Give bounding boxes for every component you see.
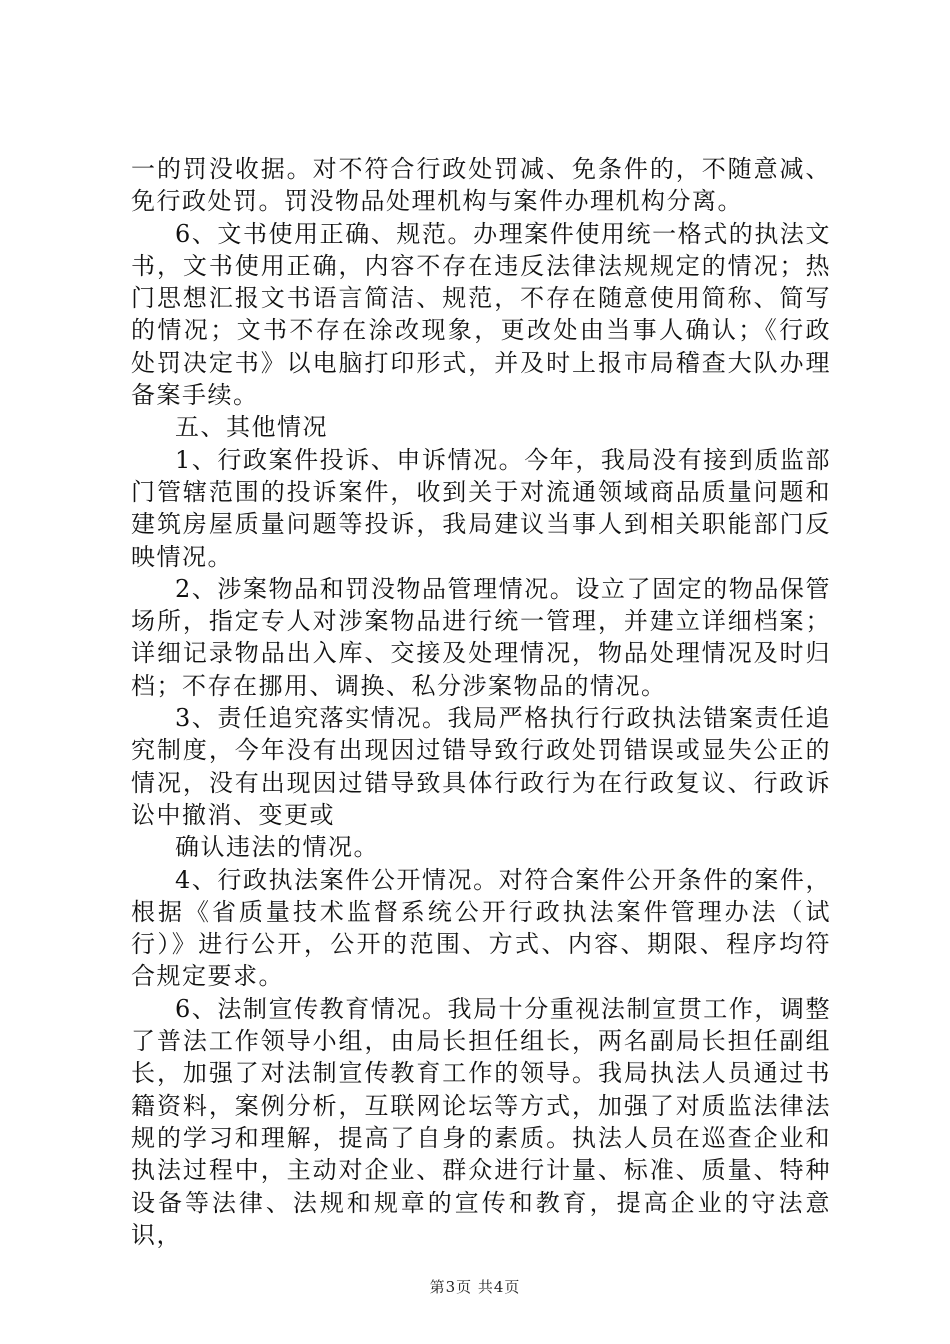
- paragraph: 6、法制宣传教育情况。我局十分重视法制宣贯工作，调整了普法工作领导小组，由局长担任组长，两名副局长担任副组长，加强了对法制宣传教育工作的领导。我局执法人员通过书籍资料，案例分析，互联网论坛等方式，加强了对质监法律法规的学习和理解，提高了自身的素质。执法人员在巡查企业和执法过程中，主动对企业、群众进行计量、标准、质量、特种设备等法律、法规和规章的宣传和教育，提高企业的守法意识，: [131, 994, 831, 1249]
- section-heading: 五、其他情况: [175, 413, 328, 442]
- paragraph: 6、文书使用正确、规范。办理案件使用统一格式的执法文书，文书使用正确，内容不存在违反法律法规规定的情况；热门思想汇报文书语言简洁、规范，不存在随意使用简称、简写的情况；文书不存在涂改现象，更改处由当事人确认；《行政处罚决定书》以电脑打印形式，并及时上报市局稽查大队办理备案手续。: [131, 219, 831, 410]
- document-body: [131, 153, 831, 1251]
- page-number-footer: 第3页 共4页: [429, 1278, 521, 1296]
- paragraph: 确认违法的情况。: [175, 833, 379, 862]
- paragraph: 3、责任追究落实情况。我局严格执行行政执法错案责任追究制度，今年没有出现因过错导致行政处罚错误或显失公正的情况，没有出现因过错导致具体行政行为在行政复议、行政诉讼中撤消、变更或: [131, 704, 831, 829]
- paragraph: 1、行政案件投诉、申诉情况。今年，我局没有接到质监部门管辖范围的投诉案件，收到关于对流通领域商品质量问题和建筑房屋质量问题等投诉，我局建议当事人到相关职能部门反映情况。: [131, 445, 831, 571]
- paragraph: 一的罚没收据。对不符合行政处罚减、免条件的，不随意减、免行政处罚。罚没物品处理机构与案件办理机构分离。: [131, 155, 831, 216]
- paragraph: 2、涉案物品和罚没物品管理情况。设立了固定的物品保管场所，指定专人对涉案物品进行统一管理，并建立详细档案；详细记录物品出入库、交接及处理情况，物品处理情况及时归档；不存在挪用、调换、私分涉案物品的情况。: [131, 574, 831, 700]
- paragraph: 4、行政执法案件公开情况。对符合案件公开条件的案件，根据《省质量技术监督系统公开行政执法案件管理办法（试行）》进行公开，公开的范围、方式、内容、期限、程序均符合规定要求。: [131, 865, 831, 991]
